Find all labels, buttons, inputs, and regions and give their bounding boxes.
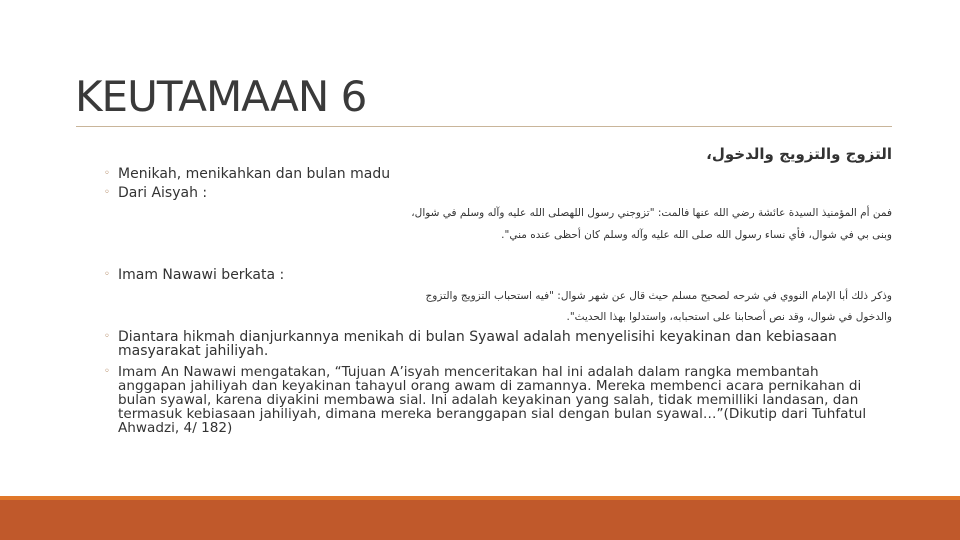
bullet-text: Imam An Nawawi mengatakan, “Tujuan A’isyah menceritakan hal ini adalah dalam rangka membantah anggapan jahiliyah dan keyakinan tahayul orang awam di zamannya. Mereka membenci acara pernikahan di bulan syawal, karena diyakini membawa sial. Ini adalah keyakinan yang salah, tidak memilliki landasan, dan termasuk kebiasaan jahiliyah, dimana mereka beranggapan sial dengan bulan syawal…”(Dikutip dari Tuhfatul Ahwadzi, 4/ 182) <box>118 364 867 436</box>
bullet-hikmah <box>104 329 858 359</box>
bullet-text: Dari Aisyah : <box>118 185 208 201</box>
bullet-aisyah <box>104 185 208 201</box>
arabic-aisyah-line-1: فمن أم المؤمنيذ السيدة عائشة رضي الله عنها فالمت: "تزوجني رسول اللهصلى الله عليه وآله وسلم في شوال، <box>411 207 892 219</box>
bullet-marker-icon: ◦ <box>104 187 110 198</box>
bullet-marker-icon: ◦ <box>104 366 110 377</box>
bullet-marker-icon: ◦ <box>104 331 110 342</box>
title-divider <box>76 126 892 127</box>
arabic-nawawi-line-2: والدخول في شوال، وقد نص أصحابنا على استحبابه، واستدلوا بهذا الحديث". <box>566 311 892 323</box>
bullet-marker-icon: ◦ <box>104 168 110 179</box>
bullet-text: Diantara hikmah dianjurkannya menikah di bulan Syawal adalah menyelisihi keyakinan dan kebiasaan masyarakat jahiliyah. <box>118 329 837 359</box>
arabic-aisyah-line-2: وبنى بي في شوال، فأي نساء رسول الله صلى الله عليه وآله وسلم كان أحظى عنده مني". <box>501 229 892 241</box>
bullet-imam-nawawi <box>104 267 285 283</box>
slide-title: KEUTAMAAN 6 <box>75 72 367 121</box>
bullet-text: Imam Nawawi berkata : <box>118 267 285 283</box>
bullet-text: Menikah, menikahkan dan bulan madu <box>118 166 391 182</box>
arabic-heading: التزوج والتزويج والدخول، <box>706 145 892 163</box>
bullet-menikah <box>104 166 391 182</box>
bullet-marker-icon: ◦ <box>104 269 110 280</box>
arabic-nawawi-line-1: وذكر ذلك أبا الإمام النووي في شرحه لصحيح مسلم حيث قال عن شهر شوال: "فيه استحباب التزويج والتزوج <box>425 290 892 302</box>
bullet-an-nawawi <box>104 364 878 436</box>
footer-band <box>0 500 960 540</box>
